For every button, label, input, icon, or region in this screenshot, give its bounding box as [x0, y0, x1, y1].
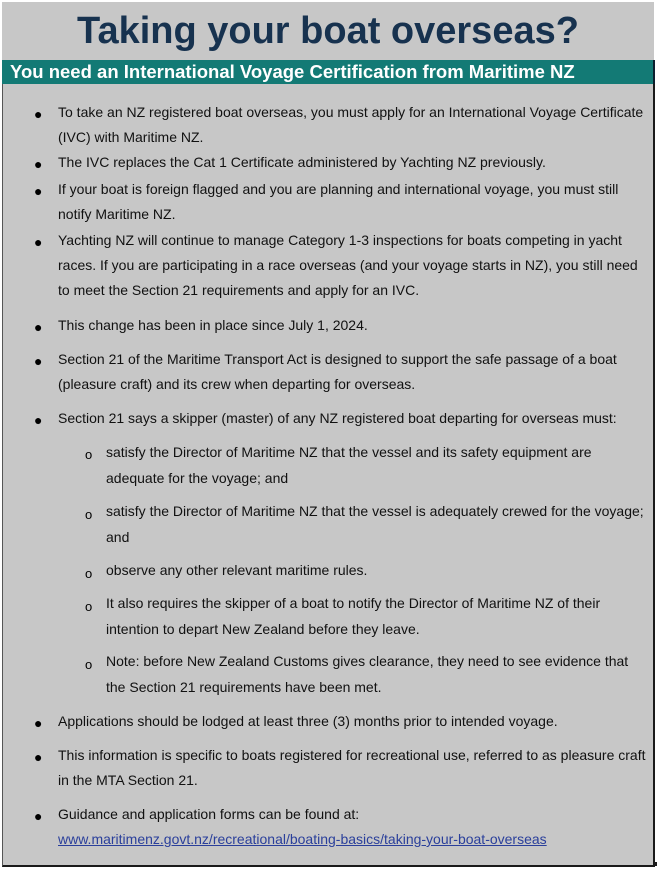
sub-list-item: satisfy the Director of Maritime NZ that the vessel is adequately crewed for the voyage; and [106, 503, 644, 545]
list-item: The IVC replaces the Cat 1 Certificate administered by Yachting NZ previously. [58, 154, 546, 170]
title-banner [2, 2, 654, 60]
guidance-text: Guidance and application forms can be found at: [58, 806, 360, 822]
bullet-marker: ● [34, 183, 43, 199]
bullet-marker: ● [34, 234, 43, 250]
content-panel [2, 84, 655, 867]
list-item: To take an NZ registered boat overseas, you must apply for an International Voyage Certificate (IVC) with Maritime NZ. [58, 104, 644, 145]
sub-bullet-marker: o [85, 657, 93, 672]
sub-bullet-marker: o [85, 507, 93, 522]
sub-bullet-marker: o [85, 599, 93, 614]
list-item: Yachting NZ will continue to manage Category 1-3 inspections for boats competing in yacht races. If you are participating in a race overseas (and your voyage starts in NZ), you still need to meet the Section 21 requirements and apply for an IVC. [58, 232, 638, 298]
bullet-marker: ● [34, 412, 43, 428]
bullet-marker: ● [34, 808, 43, 824]
bullet-marker: ● [34, 319, 43, 335]
bullet-marker: ● [34, 715, 43, 731]
bullet-marker: ● [34, 353, 43, 369]
bullet-marker: ● [34, 156, 43, 172]
list-item [58, 802, 652, 852]
sub-bullet-marker: o [85, 447, 93, 462]
sub-bullet-marker: o [85, 566, 93, 581]
sub-list-item: satisfy the Director of Maritime NZ that the vessel and its safety equipment are adequate for the voyage; and [106, 444, 592, 486]
sub-list-item: observe any other relevant maritime rules. [106, 562, 368, 578]
list-item: Applications should be lodged at least three (3) months prior to intended voyage. [58, 713, 558, 729]
sub-list-item: It also requires the skipper of a boat to notify the Director of Maritime NZ of their intention to depart New Zealand before they leave. [106, 595, 601, 637]
subtitle-banner [2, 60, 655, 84]
bullet-marker: ● [34, 749, 43, 765]
sub-list-item: Note: before New Zealand Customs gives clearance, they need to see evidence that the Section 21 requirements have been met. [106, 653, 629, 695]
corner-mark [653, 862, 657, 866]
page-title: Taking your boat overseas? [77, 10, 579, 52]
list-item: If your boat is foreign flagged and you are planning and international voyage, you must still notify Maritime NZ. [58, 181, 619, 222]
page-subtitle: You need an International Voyage Certification from Maritime NZ [10, 61, 575, 82]
bullet-marker: ● [34, 106, 43, 122]
maritime-nz-link[interactable]: www.maritimenz.govt.nz/recreational/boating-basics/taking-your-boat-overseas [58, 831, 547, 847]
list-item: This information is specific to boats registered for recreational use, referred to as pleasure craft in the MTA Section 21. [58, 747, 646, 788]
list-item: Section 21 says a skipper (master) of any NZ registered boat departing for overseas must: [58, 410, 617, 426]
list-item: This change has been in place since July 1, 2024. [58, 317, 368, 333]
list-item: Section 21 of the Maritime Transport Act is designed to support the safe passage of a boat (pleasure craft) and its crew when departing for overseas. [58, 351, 617, 392]
